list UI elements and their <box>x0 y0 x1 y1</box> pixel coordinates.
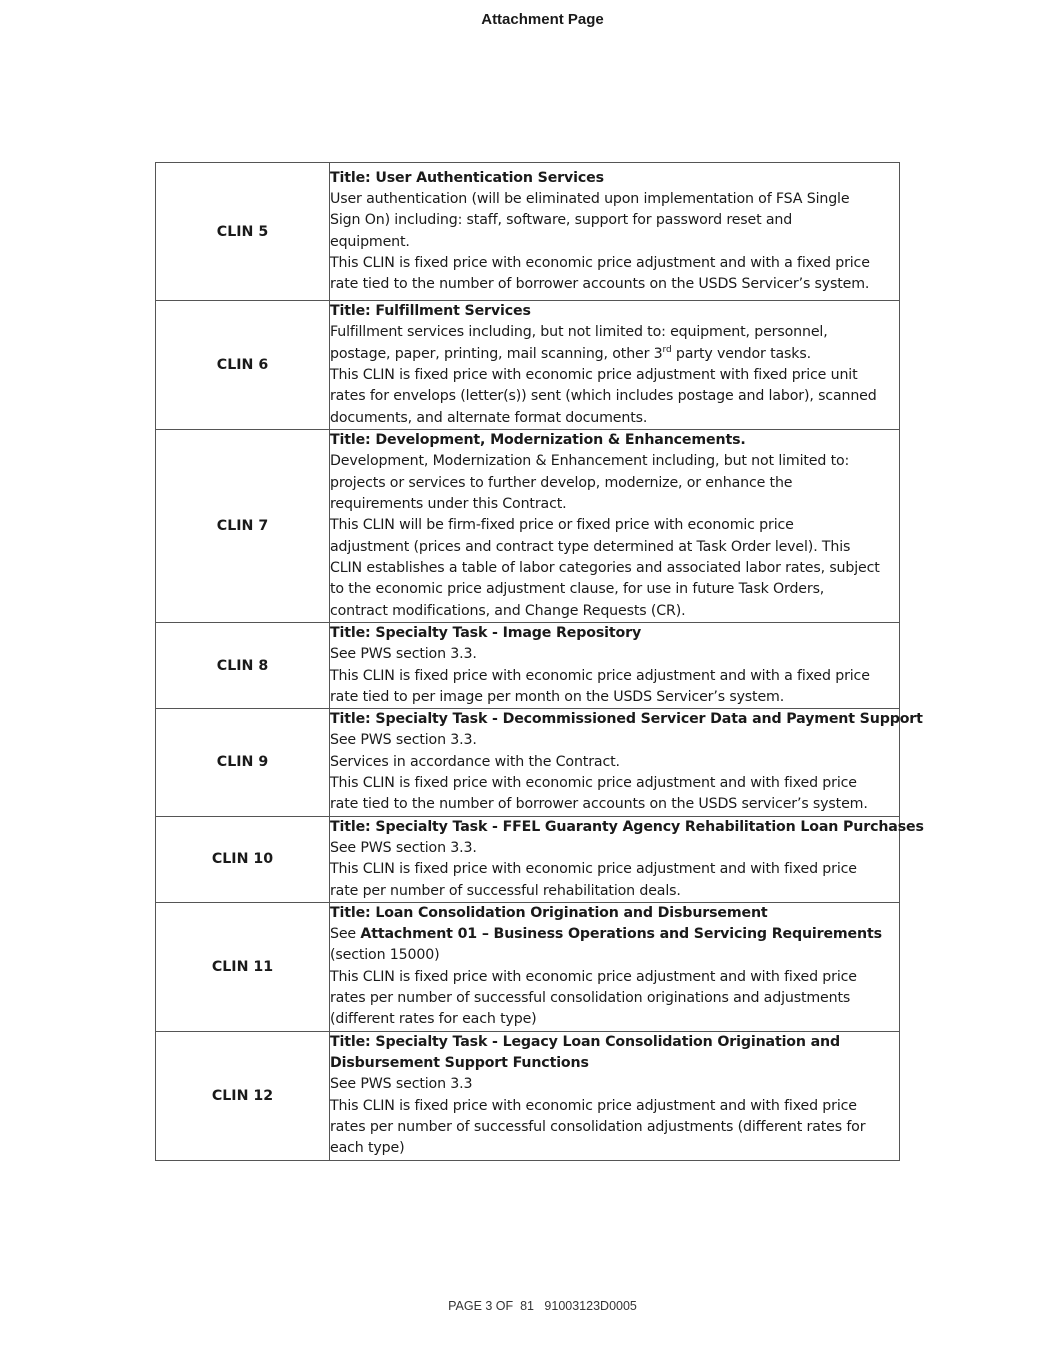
desc-line: This CLIN will be firm-fixed price or fixed price with economic price <box>330 517 794 534</box>
desc-line <box>330 924 899 945</box>
desc-line: (different rates for each type) <box>330 1011 537 1028</box>
attachment-reference: Attachment 01 – Business Operations and Servicing Requirements <box>360 926 882 943</box>
desc-line: This CLIN is fixed price with economic price adjustment and with a fixed price <box>330 254 870 271</box>
clin-title: Title: Specialty Task - FFEL Guaranty Agency Rehabilitation Loan Purchases <box>330 818 924 835</box>
desc-line: This CLIN is fixed price with economic price adjustment and with fixed price <box>330 968 857 985</box>
desc-text: postage, paper, printing, mail scanning, other 3 <box>330 345 663 362</box>
clin-description <box>330 163 900 301</box>
desc-line: documents, and alternate format documents. <box>330 409 648 426</box>
clin-number: CLIN 11 <box>156 902 330 1031</box>
desc-line: This CLIN is fixed price with economic price adjustment and with fixed price <box>330 861 857 878</box>
clin-title: Title: Fulfillment Services <box>330 303 531 320</box>
desc-line: Sign On) including: staff, software, support for password reset and <box>330 212 793 229</box>
clin-number: CLIN 6 <box>156 301 330 430</box>
clin-number: CLIN 8 <box>156 623 330 709</box>
table-row <box>156 902 900 1031</box>
clin-description <box>330 902 900 1031</box>
table-row <box>156 301 900 430</box>
desc-text: See <box>330 926 361 943</box>
clin-number: CLIN 5 <box>156 163 330 301</box>
desc-line: (section 15000) <box>330 947 440 964</box>
desc-line: rate tied to the number of borrower accounts on the USDS Servicer’s system. <box>330 276 870 293</box>
table-row <box>156 816 900 902</box>
page-footer: PAGE 3 OF 81 91003123D0005 <box>448 1299 637 1313</box>
clin-description <box>330 816 924 902</box>
superscript: rd <box>662 344 672 355</box>
desc-line: This CLIN is fixed price with economic price adjustment and with fixed price <box>330 775 857 792</box>
desc-line: Development, Modernization & Enhancement including, but not limited to: <box>330 453 850 470</box>
clin-title: Title: Loan Consolidation Origination and Disbursement <box>330 904 768 921</box>
desc-line: to the economic price adjustment clause, for use in future Task Orders, <box>330 581 825 598</box>
clin-number: CLIN 9 <box>156 709 330 816</box>
clin-table <box>155 162 924 1161</box>
clin-title: Title: Development, Modernization & Enhancements. <box>330 432 746 449</box>
desc-line: Services in accordance with the Contract. <box>330 753 620 770</box>
desc-line: rates per number of successful consolidation adjustments (different rates for <box>330 1118 866 1135</box>
table-row <box>156 709 900 816</box>
clin-number: CLIN 12 <box>156 1031 330 1160</box>
desc-line: rates for envelops (letter(s)) sent (which includes postage and labor), scanned <box>330 388 877 405</box>
table-row <box>156 163 900 301</box>
desc-line: See PWS section 3.3 <box>330 1076 473 1093</box>
desc-line: Fulfillment services including, but not limited to: equipment, personnel, <box>330 324 828 341</box>
desc-line: contract modifications, and Change Requests (CR). <box>330 602 686 619</box>
desc-line: equipment. <box>330 233 410 250</box>
desc-line: This CLIN is fixed price with economic price adjustment and with fixed price <box>330 1097 857 1114</box>
clin-description <box>330 301 900 430</box>
desc-line: rate per number of successful rehabilitation deals. <box>330 882 681 899</box>
clin-description <box>330 1031 900 1160</box>
clin-title: Title: Specialty Task - Legacy Loan Consolidation Origination and <box>330 1033 841 1050</box>
desc-line: rate tied to the number of borrower accounts on the USDS servicer’s system. <box>330 796 868 813</box>
desc-line: projects or services to further develop, modernize, or enhance the <box>330 474 793 491</box>
desc-line: See PWS section 3.3. <box>330 732 477 749</box>
clin-title: Disbursement Support Functions <box>330 1055 589 1072</box>
desc-line: requirements under this Contract. <box>330 496 567 513</box>
desc-line: CLIN establishes a table of labor categories and associated labor rates, subject <box>330 559 880 576</box>
page-header-title: Attachment Page <box>481 11 604 28</box>
desc-line: This CLIN is fixed price with economic price adjustment and with a fixed price <box>330 667 870 684</box>
clin-description <box>330 709 923 816</box>
table-row <box>156 430 900 623</box>
desc-text: party vendor tasks. <box>671 345 811 362</box>
clin-title: Title: Specialty Task - Image Repository <box>330 625 642 641</box>
table-row <box>156 1031 900 1160</box>
clin-description <box>330 623 900 709</box>
clin-number: CLIN 7 <box>156 430 330 623</box>
clin-title: Title: Specialty Task - Decommissioned Servicer Data and Payment Support <box>330 711 923 728</box>
desc-line: each type) <box>330 1140 405 1157</box>
desc-line: adjustment (prices and contract type determined at Task Order level). This <box>330 538 851 555</box>
clin-description <box>330 430 900 623</box>
clin-number: CLIN 10 <box>156 816 330 902</box>
desc-line <box>330 344 899 365</box>
desc-line: See PWS section 3.3. <box>330 646 477 663</box>
desc-line: rate tied to per image per month on the USDS Servicer’s system. <box>330 688 785 705</box>
desc-line: This CLIN is fixed price with economic price adjustment with fixed price unit <box>330 367 858 383</box>
clin-title: Title: User Authentication Services <box>330 169 604 186</box>
desc-line: User authentication (will be eliminated upon implementation of FSA Single <box>330 190 850 207</box>
desc-line: See PWS section 3.3. <box>330 839 477 856</box>
desc-line: rates per number of successful consolidation originations and adjustments <box>330 990 851 1007</box>
table-row <box>156 623 900 709</box>
